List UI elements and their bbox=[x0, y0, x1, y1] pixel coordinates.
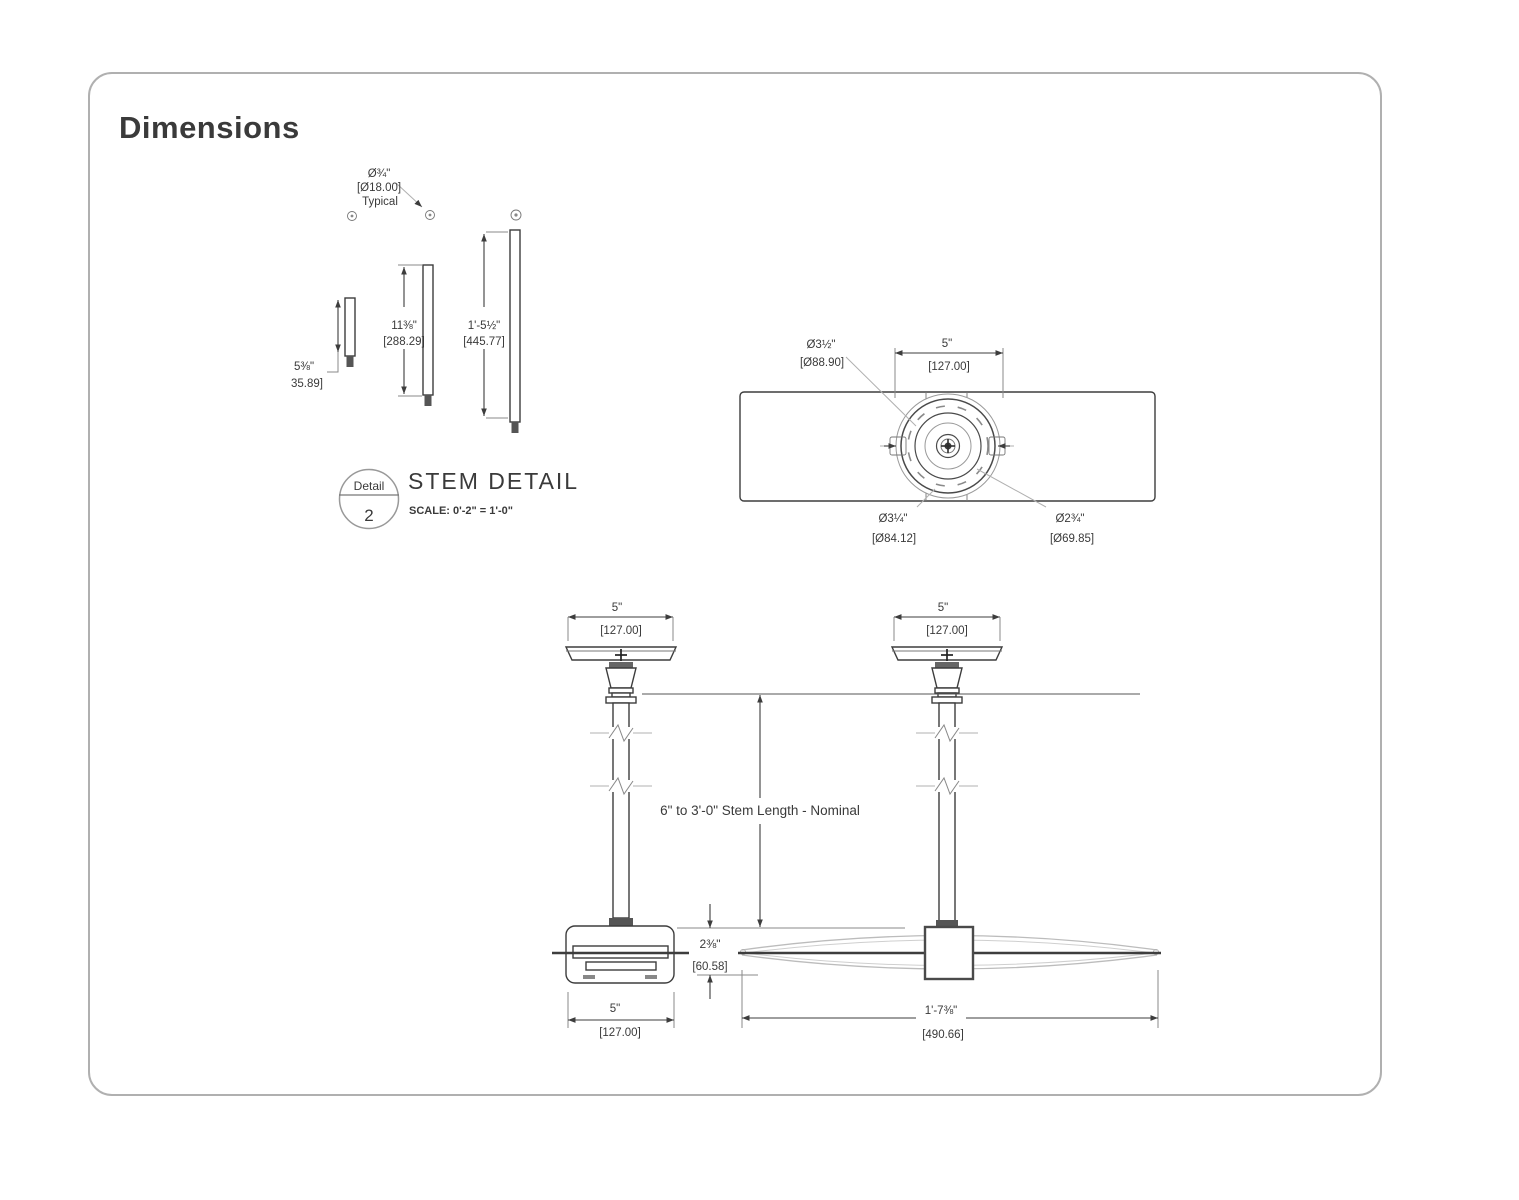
bolt-dia-label: Ø¾" bbox=[367, 168, 391, 180]
fan-lower-shelf bbox=[586, 962, 656, 970]
stem-long-dim: 1'-5½" bbox=[467, 320, 501, 332]
right-canopy-dim: 5" bbox=[937, 602, 949, 614]
ring-dia-dim: Ø3¼" bbox=[878, 513, 908, 525]
front-elevation-group bbox=[552, 602, 689, 1039]
lens-hub-box bbox=[925, 927, 973, 979]
detail-callout-word: Detail bbox=[353, 479, 385, 493]
bolt-dia-metric: [Ø18.00] bbox=[356, 182, 402, 194]
stem-long bbox=[510, 230, 520, 422]
ring-dia-dim-metric: [Ø84.12] bbox=[871, 533, 917, 545]
lens-span-dim: 1'-7⅜" bbox=[924, 1005, 958, 1017]
stem-detail-group bbox=[291, 168, 579, 529]
right-stem-break-upper bbox=[916, 725, 978, 741]
detail-callout-number: 2 bbox=[364, 506, 374, 525]
stem-long-dim-metric: [445.77] bbox=[463, 336, 505, 348]
hub-dia-dim-metric: [Ø69.85] bbox=[1049, 533, 1095, 545]
left-stem-break-upper bbox=[590, 725, 652, 741]
lens-depth-dim: 2⅜" bbox=[699, 937, 721, 951]
right-stem-break-lower bbox=[916, 778, 978, 794]
top-width-dim-metric: [127.00] bbox=[928, 361, 970, 373]
left-ball-joint bbox=[606, 662, 636, 703]
top-view-group bbox=[740, 338, 1155, 545]
stem-mid-dim-metric: [288.29] bbox=[383, 336, 425, 348]
left-stem-break-lower bbox=[590, 778, 652, 794]
hub-dia-dim: Ø2¾" bbox=[1055, 513, 1085, 525]
stem-mid bbox=[423, 265, 433, 395]
stem-mid-thread bbox=[425, 395, 432, 406]
left-stem-coupler bbox=[609, 918, 633, 926]
stem-short-dim-metric: 35.89] bbox=[291, 378, 323, 390]
stem-mid-dim: 11⅜" bbox=[391, 320, 417, 332]
lens-elevation-group bbox=[642, 602, 1161, 1041]
detail-title: STEM DETAIL bbox=[408, 468, 580, 494]
lens-depth-dim-metric: [60.58] bbox=[692, 961, 728, 973]
detail-scale: SCALE: 0'-2" = 1'-0" bbox=[409, 505, 513, 517]
left-canopy-dim: 5" bbox=[611, 602, 623, 614]
right-canopy-dim-metric: [127.00] bbox=[926, 625, 968, 637]
stem-short-thread bbox=[347, 356, 354, 367]
right-ball-joint bbox=[932, 662, 962, 703]
stem-short bbox=[345, 298, 355, 356]
top-width-dim: 5" bbox=[941, 338, 953, 350]
left-canopy-dim-metric: [127.00] bbox=[600, 625, 642, 637]
stem-short-dim: 5⅜" bbox=[293, 361, 315, 373]
page-title: Dimensions bbox=[119, 110, 300, 145]
stem-length-note: 6" to 3'-0" Stem Length - Nominal bbox=[660, 803, 860, 818]
bolt-typical-note: Typical bbox=[362, 196, 398, 208]
lens-span-dim-metric: [490.66] bbox=[922, 1029, 964, 1041]
canopy-dia-dim-metric: [Ø88.90] bbox=[799, 357, 845, 369]
bolt-head-icons bbox=[348, 210, 522, 221]
body-width-dim: 5" bbox=[609, 1003, 621, 1015]
canopy-dia-dim: Ø3½" bbox=[806, 339, 836, 351]
stem-long-thread bbox=[512, 422, 519, 433]
body-width-dim-metric: [127.00] bbox=[599, 1027, 641, 1039]
